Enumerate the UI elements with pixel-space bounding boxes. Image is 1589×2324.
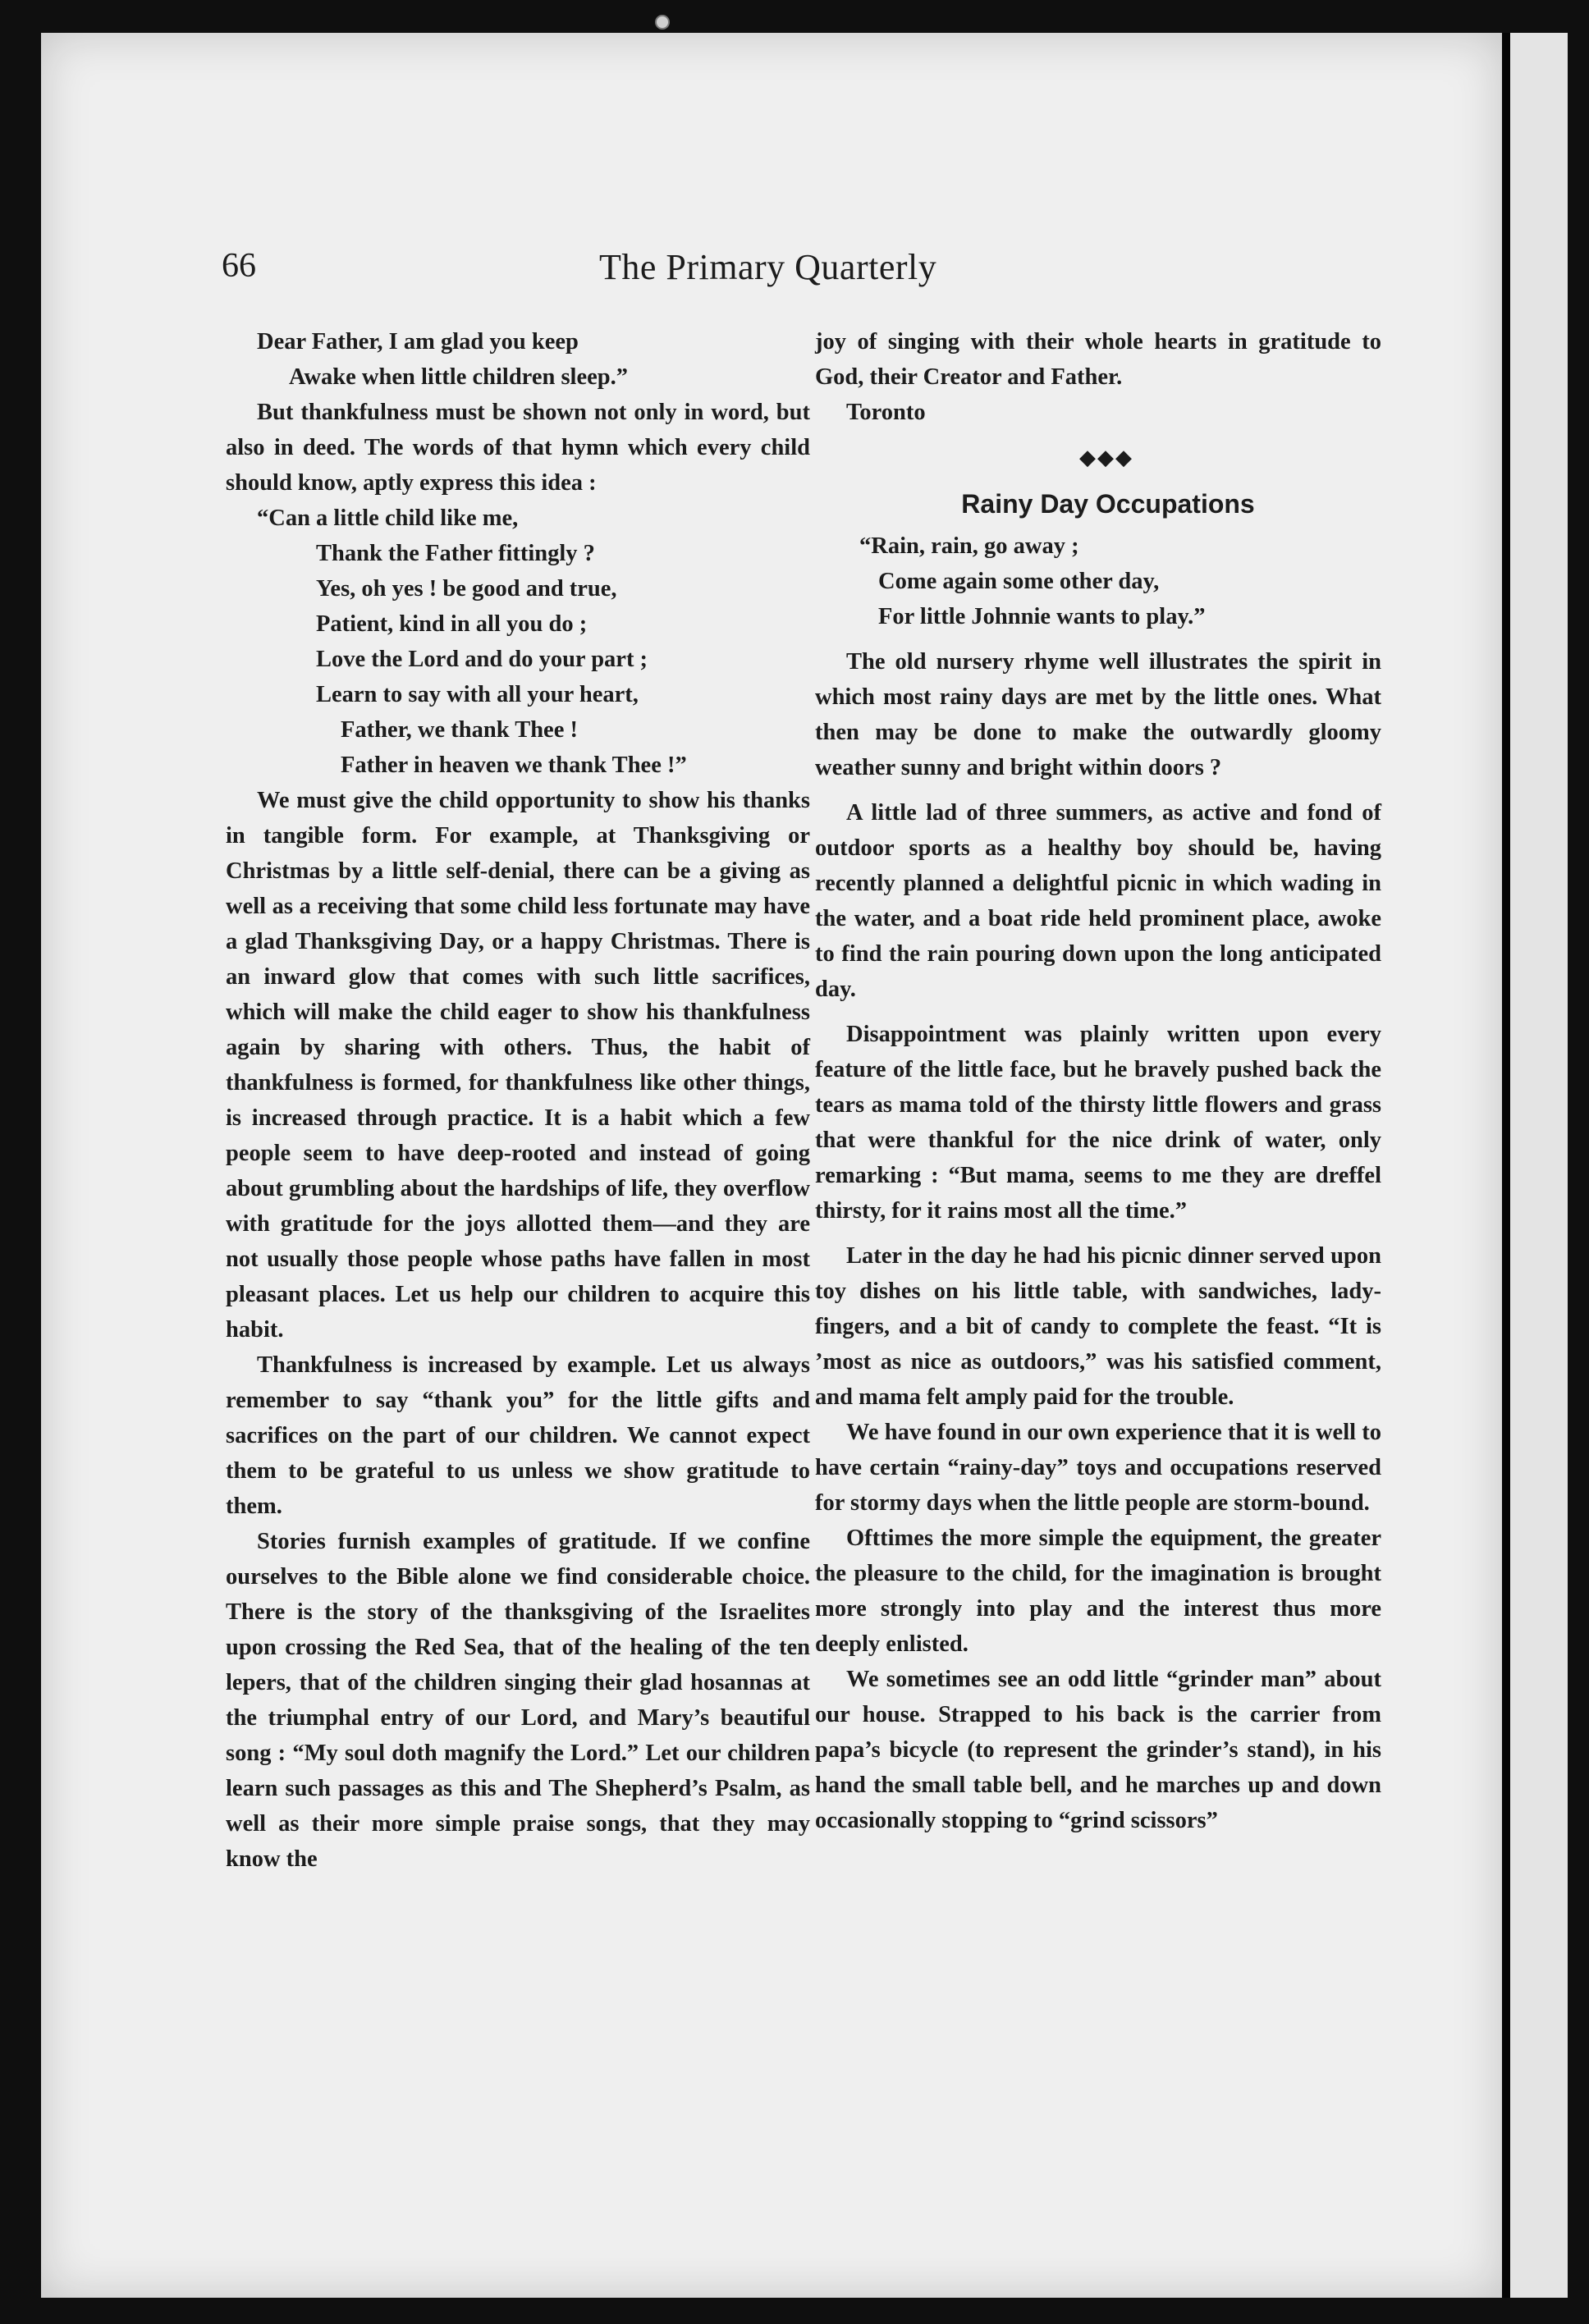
paragraph: We must give the child opportunity to show his thanks in tangible form. For example, at Thanksgiving or Christmas by a little self-denial, there can be a giving as well as a receiving that some child less fortunate may have a glad Thanksgiving Day, or a happy Christmas. There is an inward glow that comes with such little sacrifices, which will make the child eager to show his thankfulness again by sharing with others. Thus, the habit of thankfulness is formed, for thankfulness like other things, is increased through practice. It is a habit which a few people seem to have deep-rooted and instead of going about grumbling about the hardships of life, they overflow with gratitude for the joys allotted them—and they are not usually those people whose paths have fallen in most pleasant places. Let us help our children to acquire this habit.	[226, 788, 810, 1343]
paragraph: The old nursery rhyme well illustrates the spirit in which most rainy days are met by the little ones. What then may be done to make the outwardly gloomy weather sunny and bright within doors ?	[815, 649, 1381, 780]
verse-line: Love the Lord and do your part ;	[316, 647, 648, 672]
paragraph: Thankfulness is increased by example. Let us always remember to say “thank you” for the little gifts and sacrifices on the part of our children. We cannot expect them to be grateful to us unless we show gratitude to them.	[226, 1352, 810, 1519]
running-title: The Primary Quarterly	[599, 247, 937, 287]
paragraph: Later in the day he had his picnic dinner served upon toy dishes on his little table, with sandwiches, lady-fingers, and a bit of candy to complete the feast. “It is ’most as nice as outdoors,” was his satisfied comment, and mama felt amply paid for the trouble.	[815, 1243, 1381, 1410]
paragraph: We sometimes see an odd little “grinder man” about our house. Strapped to his back is the carrier from papa’s bicycle (to represent the grinder’s stand), in his hand the small table bell, and he marches up and down occasionally stopping to “grind scissors”	[815, 1667, 1381, 1833]
hymn-verse	[226, 501, 810, 783]
page-number: 66	[222, 247, 256, 285]
right-column	[815, 324, 1381, 1838]
verse-line: For little Johnnie wants to play.”	[878, 604, 1206, 629]
continued-paragraph: joy of singing with their whole hearts in gratitude to God, their Creator and Father.	[815, 329, 1381, 390]
verse-line: “Rain, rain, go away ;	[859, 533, 1079, 559]
paragraph: Disappointment was plainly written upon every feature of the little face, but he bravely pushed back the tears as mama told of the thirsty little flowers and grass that were thankful for the nice drink of water, only remarking : “But mama, seems to me they are dreffel thirsty, for it rains most all the time.”	[815, 1022, 1381, 1224]
ornament-divider: ◆◆◆	[1079, 446, 1133, 469]
signoff-location: Toronto	[846, 400, 926, 425]
opening-verse	[226, 324, 810, 395]
paragraph: We have found in our own experience that it is well to have certain “rainy-day” toys and occupations reserved for stormy days when the little people are storm-bound.	[815, 1420, 1381, 1516]
paragraph: A little lad of three summers, as active and fond of outdoor sports as a healthy boy should be, having recently planned a delightful picnic in which wading in the water, and a boat ride held prominent place, awoke to find the rain pouring down upon the long anticipated day.	[815, 800, 1381, 1002]
verse-line: Dear Father, I am glad you keep	[257, 329, 579, 355]
left-column	[226, 324, 810, 1877]
paragraph: Ofttimes the more simple the equipment, the greater the pleasure to the child, for the imagination is brought more strongly into play and the interest thus more deeply enlisted.	[815, 1526, 1381, 1657]
verse-line: Patient, kind in all you do ;	[316, 611, 588, 637]
verse-line: Awake when little children sleep.”	[289, 364, 628, 390]
verse-line: Father in heaven we thank Thee !”	[341, 753, 687, 778]
nursery-rhyme	[815, 528, 1381, 634]
verse-line: Come again some other day,	[878, 569, 1160, 594]
verse-line: Yes, oh yes ! be good and true,	[316, 576, 617, 602]
verse-line: Learn to say with all your heart,	[316, 682, 639, 707]
verse-line: Father, we thank Thee !	[341, 717, 578, 743]
verse-line: Thank the Father fittingly ?	[316, 541, 595, 566]
section-title: Rainy Day Occupations	[961, 489, 1255, 519]
verse-line: “Can a little child like me,	[257, 506, 519, 531]
facing-page-edge	[1502, 33, 1568, 2298]
page-header	[222, 246, 1404, 295]
paragraph: Stories furnish examples of gratitude. If we confine ourselves to the Bible alone we find considerable choice. There is the story of the thanksgiving of the Israelites upon crossing the Red Sea, that of the healing of the ten lepers, that of the children singing their glad hosannas at the triumphal entry of our Lord, and Mary’s beautiful song : “My soul doth magnify the Lord.” Let our children learn such passages as this and The Shepherd’s Psalm, as well as their more simple praise songs, that they may know the	[226, 1529, 810, 1872]
paragraph: But thankfulness must be shown not only in word, but also in deed. The words of that hymn which every child should know, aptly express this idea :	[226, 400, 810, 496]
binding-hole	[655, 15, 670, 30]
